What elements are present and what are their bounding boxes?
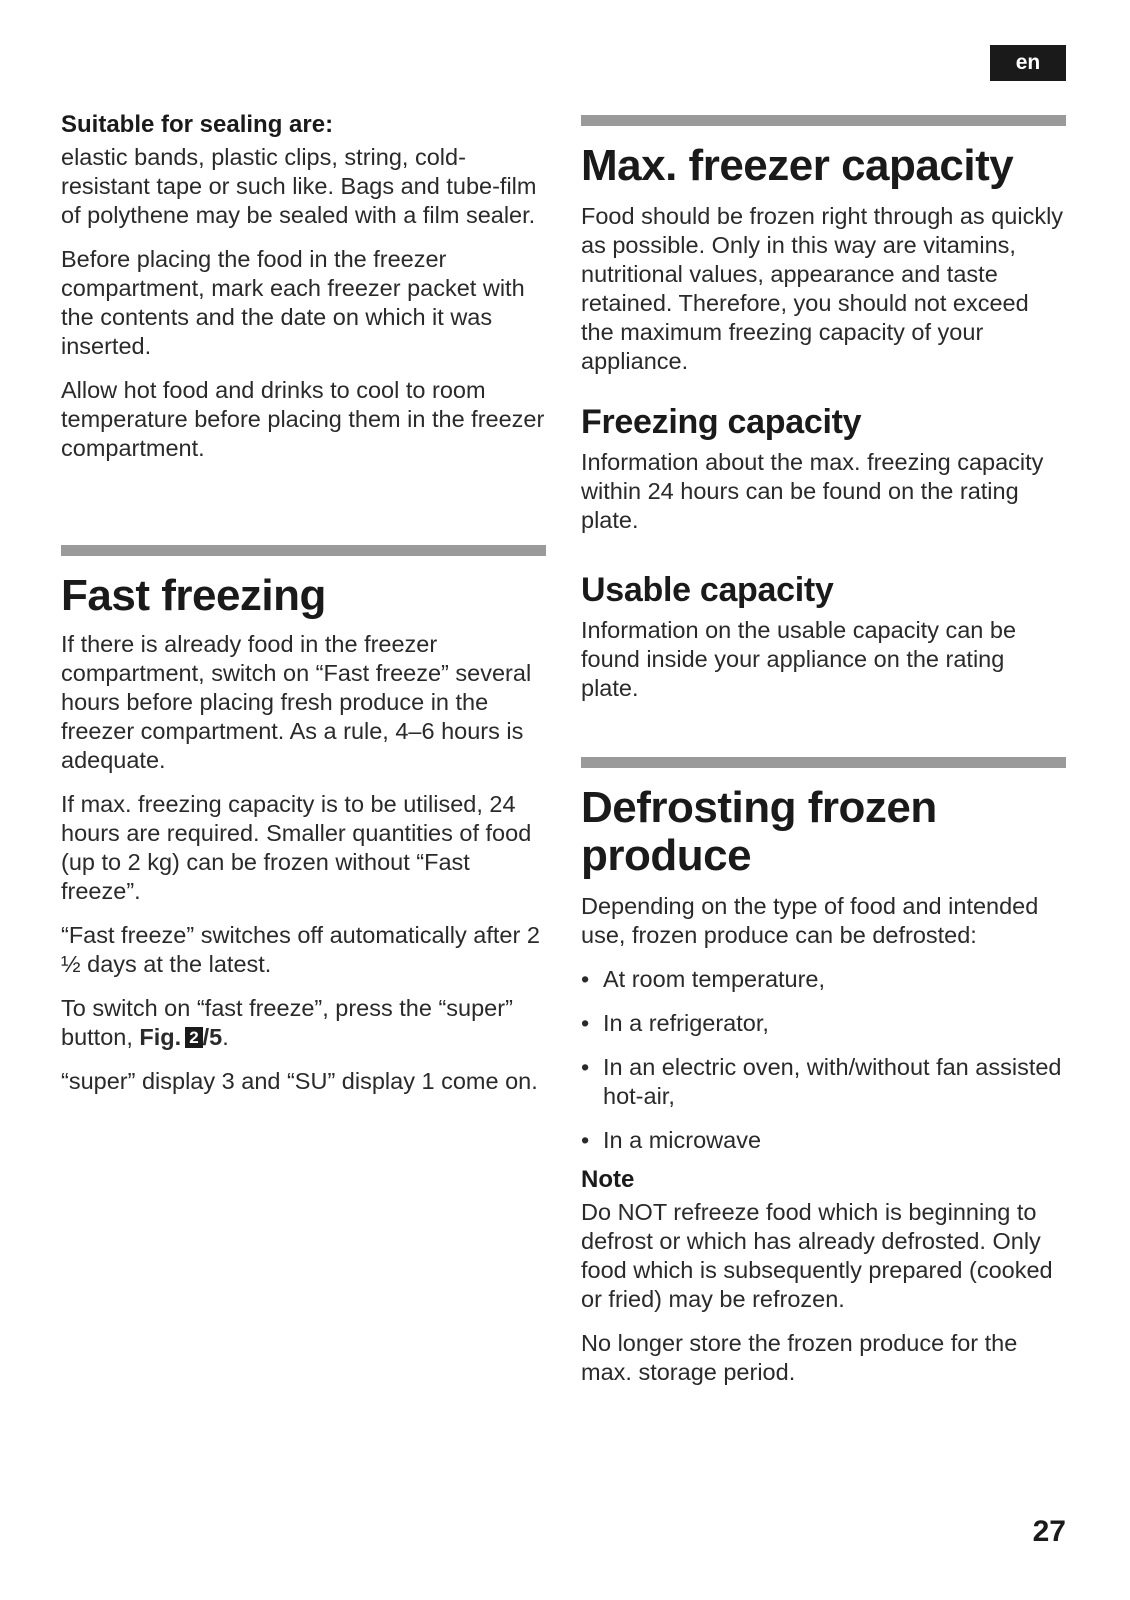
p4-end: . — [222, 1024, 229, 1050]
fast-freezing-p4 — [61, 994, 546, 1052]
defrosting-section — [581, 757, 1066, 1402]
fast-freezing-section — [61, 545, 546, 1111]
section-rule — [61, 545, 546, 556]
fast-freezing-p1: If there is already food in the freezer compartment, switch on “Fast freeze” several hours before placing fresh produce in the freezer compartment. As a rule, 4–6 hours is adequate. — [61, 631, 532, 773]
cool-text: Allow hot food and drinks to cool to room temperature before placing them in the freezer compartment. — [61, 377, 545, 461]
note-text: Do NOT refreeze food which is beginning to defrost or which has already defrosted. Only food which is subsequently prepared (cooked or fried) may be refrozen. — [581, 1199, 1053, 1312]
max-capacity-title: Max. freezer capacity — [581, 141, 1014, 190]
bullet-icon: • — [581, 966, 590, 992]
page-number: 27 — [1032, 1515, 1066, 1548]
usable-capacity-text: Information on the usable capacity can be found inside your appliance on the rating plate. — [581, 617, 1017, 701]
freezing-capacity-text: Information about the max. freezing capacity within 24 hours can be found on the rating plate. — [581, 449, 1044, 533]
list-item: • In a microwave — [581, 1127, 762, 1153]
note-heading: Note — [581, 1166, 635, 1193]
section-rule — [581, 115, 1066, 126]
sealing-text: elastic bands, plastic clips, string, cold-resistant tape or such like. Bags and tube-film of polythene may be sealed with a film sealer. — [61, 144, 537, 228]
defrosting-intro: Depending on the type of food and intended use, frozen produce can be defrosted: — [581, 893, 1039, 948]
sealing-section — [61, 110, 546, 478]
p4-prefix: To switch on “fast freeze”, press the “super” button, — [61, 995, 513, 1050]
section-rule — [581, 757, 1066, 768]
bullet-icon: • — [581, 1127, 590, 1153]
fast-freezing-p5: “super” display 3 and “SU” display 1 come on. — [61, 1068, 538, 1094]
list-item: • In a refrigerator, — [581, 1010, 769, 1036]
language-tag: en — [990, 45, 1066, 81]
fig-suffix: /5 — [202, 1024, 223, 1050]
max-capacity-text: Food should be frozen right through as quickly as possible. Only in this way are vitamins, nutritional values, appearance and taste retained. Therefore, you should not exceed the maximum freezing capacity of your appliance. — [581, 203, 1064, 374]
defrost-methods-list — [581, 965, 1066, 1155]
bullet-icon: • — [581, 1010, 590, 1036]
list-item: • In an electric oven, with/without fan assisted hot-air, — [581, 1054, 1062, 1109]
max-capacity-section — [581, 115, 1066, 391]
mark-text: Before placing the food in the freezer compartment, mark each freezer packet with the contents and the date on which it was inserted. — [61, 246, 525, 359]
final-text: No longer store the frozen produce for the max. storage period. — [581, 1330, 1018, 1385]
bullet-icon: • — [581, 1054, 590, 1080]
list-item: • At room temperature, — [581, 966, 826, 992]
defrosting-title: Defrosting frozen produce — [581, 783, 937, 880]
usable-capacity-title: Usable capacity — [581, 571, 834, 609]
fast-freezing-title: Fast freezing — [61, 571, 326, 620]
figure-number-badge: 2 — [185, 1027, 202, 1048]
usable-capacity-section — [581, 570, 1066, 718]
freezing-capacity-section — [581, 402, 1066, 550]
freezing-capacity-title: Freezing capacity — [581, 403, 862, 441]
fast-freezing-p2: If max. freezing capacity is to be utilised, 24 hours are required. Smaller quantities of food (up to 2 kg) can be frozen without “Fast freeze”. — [61, 791, 532, 904]
fig-label: Fig. — [139, 1024, 182, 1050]
fast-freezing-p3: “Fast freeze” switches off automatically after 2 ½ days at the latest. — [61, 922, 540, 977]
sealing-heading: Suitable for sealing are: — [61, 111, 334, 138]
